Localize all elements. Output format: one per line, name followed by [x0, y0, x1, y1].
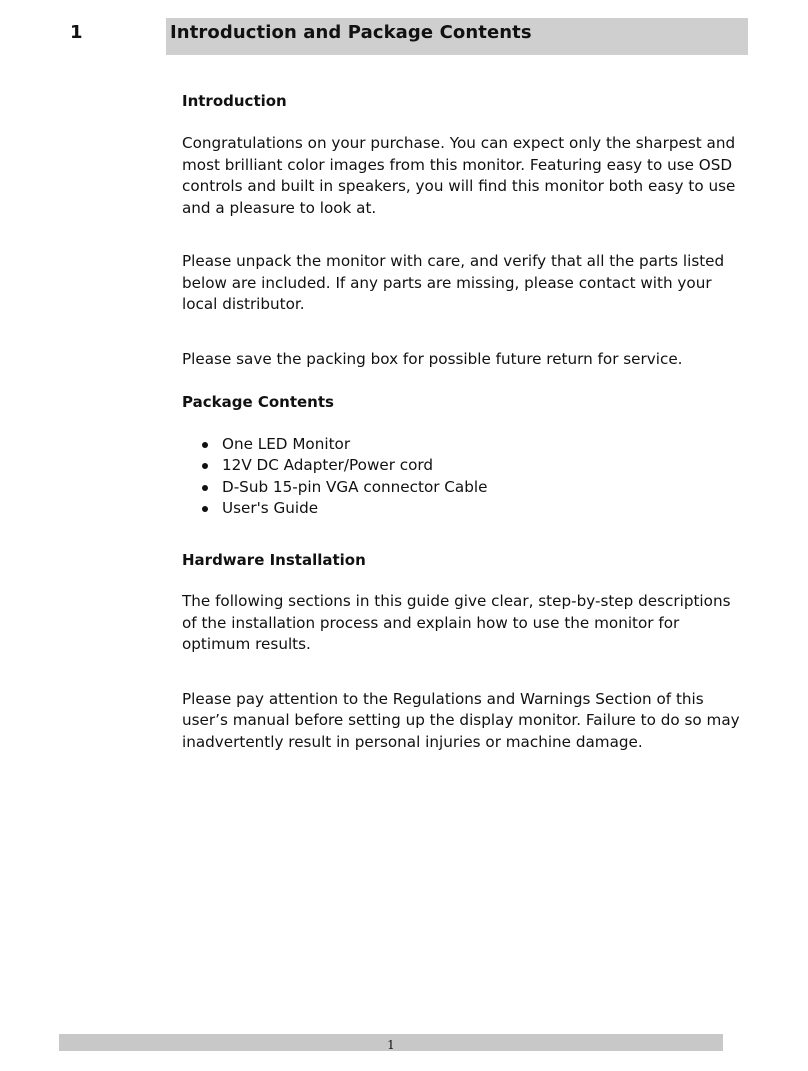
chapter-title: Introduction and Package Contents [170, 22, 532, 43]
hardware-paragraph-2: Please pay attention to the Regulations and Warnings Section of this user’s manual before setting up the display monitor. Failure to do so may inadvertently result in personal injuries or machine damage. [182, 689, 740, 751]
list-item [182, 498, 742, 519]
list-item [182, 434, 742, 455]
footer-bar [59, 1034, 723, 1051]
package-contents-heading: Package Contents [182, 393, 334, 411]
list-item-text: User's Guide [222, 498, 319, 517]
chapter-number: 1 [70, 22, 83, 43]
chapter-header-bar [166, 18, 748, 55]
intro-paragraph-2: Please unpack the monitor with care, and verify that all the parts listed below are included. If any parts are missing, please contact with your local distributor. [182, 252, 725, 313]
hardware-installation-heading: Hardware Installation [182, 551, 366, 570]
bullet-icon [202, 463, 208, 469]
list-item-text: One LED Monitor [222, 435, 351, 453]
page-content [182, 90, 742, 753]
intro-paragraph-1: Congratulations on your purchase. You can expect only the sharpest and most brilliant color images from this monitor. Featuring easy to use OSD controls and built in speakers, you will find this monitor both easy to use and a pleasure to look at. [182, 134, 736, 217]
introduction-heading: Introduction [182, 92, 287, 110]
list-item-text: D-Sub 15-pin VGA connector Cable [222, 477, 488, 496]
list-item [182, 477, 742, 498]
bullet-icon [202, 506, 208, 512]
list-item [182, 455, 742, 476]
list-item-text: 12V DC Adapter/Power cord [222, 456, 434, 475]
intro-paragraph-3: Please save the packing box for possible future return for service. [182, 349, 683, 368]
package-contents-list [182, 434, 742, 519]
bullet-icon [202, 442, 208, 448]
hardware-paragraph-1: The following sections in this guide give clear, step-by-step descriptions of the installation process and explain how to use the monitor for optimum results. [182, 592, 731, 654]
page-number: 1 [387, 1038, 395, 1052]
bullet-icon [202, 485, 208, 491]
